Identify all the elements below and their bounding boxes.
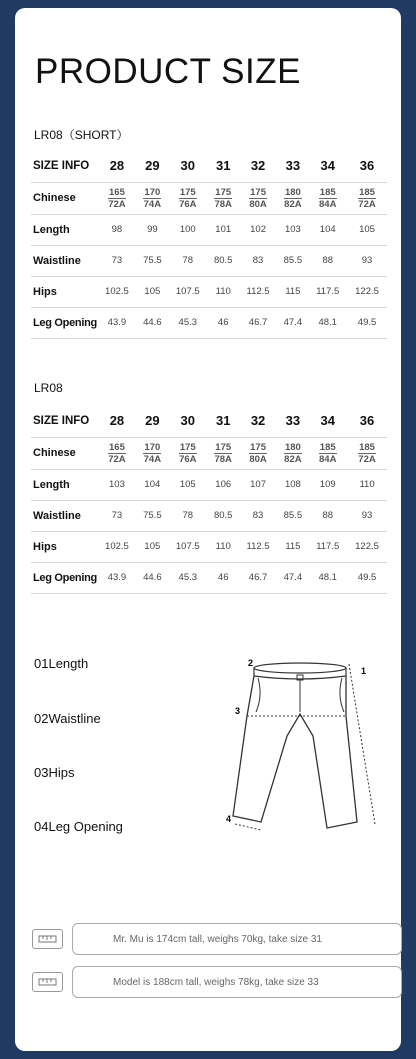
chinese-height: 185 [319, 186, 336, 198]
value-cell: 102 [239, 214, 278, 245]
value-cell: 88 [308, 500, 347, 531]
value-cell: 98 [97, 214, 137, 245]
chinese-waist: 78A [214, 453, 232, 465]
page-title: PRODUCT SIZE [35, 52, 301, 91]
value-cell: 48.1 [308, 307, 347, 338]
chinese-size-cell [308, 182, 347, 214]
value-cell: 110 [208, 276, 239, 307]
chinese-height: 175 [250, 186, 266, 198]
ruler-icon [32, 929, 63, 949]
value-cell: 110 [208, 531, 239, 562]
value-cell: 122.5 [347, 276, 387, 307]
chinese-height: 165 [109, 186, 125, 198]
table-row [31, 245, 387, 276]
value-cell: 105 [347, 214, 387, 245]
chinese-height: 175 [250, 441, 266, 453]
table-title: LR08 [34, 381, 63, 395]
value-cell: 108 [277, 469, 308, 500]
row-label: Length [31, 469, 97, 500]
size-header-cell: 31 [208, 405, 239, 437]
chinese-size-cell [347, 437, 387, 469]
size-card [15, 8, 401, 1051]
value-cell: 103 [97, 469, 137, 500]
size-header-cell: 36 [347, 405, 387, 437]
size-table-short [31, 150, 387, 339]
row-label: Hips [31, 531, 97, 562]
table-row [31, 307, 387, 338]
value-cell: 47.4 [277, 562, 308, 593]
value-cell: 93 [347, 500, 387, 531]
table-title: LR08（SHORT） [34, 128, 129, 142]
row-label: Waistline [31, 245, 97, 276]
size-header-cell: 31 [208, 150, 239, 182]
size-header-cell: 36 [347, 150, 387, 182]
chinese-size-cell [208, 182, 239, 214]
size-info-label: SIZE INFO [31, 405, 97, 437]
chinese-waist: 82A [284, 453, 302, 465]
chinese-height: 170 [144, 441, 161, 453]
value-cell: 101 [208, 214, 239, 245]
chinese-height: 175 [179, 441, 196, 453]
size-table-regular [31, 405, 387, 594]
size-header-cell: 30 [168, 150, 208, 182]
chinese-size-cell [168, 182, 208, 214]
chinese-waist: 76A [179, 453, 197, 465]
size-header-cell: 29 [137, 150, 168, 182]
chinese-size-cell [239, 182, 278, 214]
size-header-cell: 34 [308, 150, 347, 182]
value-cell: 105 [137, 276, 168, 307]
value-cell: 78 [168, 500, 208, 531]
row-label: Chinese [31, 437, 97, 469]
size-header-cell: 29 [137, 405, 168, 437]
value-cell: 106 [208, 469, 239, 500]
chinese-height: 165 [109, 441, 125, 453]
diagram-num-2: 2 [248, 658, 254, 668]
value-cell: 80.5 [208, 500, 239, 531]
value-cell: 45.3 [168, 307, 208, 338]
value-cell: 105 [137, 531, 168, 562]
chinese-waist: 72A [108, 198, 126, 210]
table-row [31, 276, 387, 307]
chinese-size-cell [137, 437, 168, 469]
value-cell: 80.5 [208, 245, 239, 276]
row-label: Leg Opening [31, 562, 97, 593]
table-row [31, 562, 387, 593]
chinese-height: 180 [284, 441, 301, 453]
value-cell: 78 [168, 245, 208, 276]
value-cell: 103 [277, 214, 308, 245]
chinese-size-cell [308, 437, 347, 469]
chinese-height: 185 [319, 441, 336, 453]
chinese-height: 185 [359, 186, 375, 198]
size-header-cell: 28 [97, 405, 137, 437]
chinese-height: 170 [144, 186, 161, 198]
row-label: Length [31, 214, 97, 245]
value-cell: 83 [239, 500, 278, 531]
model-note-text: Mr. Mu is 174cm tall, weighs 70kg, take size 31 [72, 923, 402, 955]
value-cell: 100 [168, 214, 208, 245]
row-label: Waistline [31, 500, 97, 531]
legend-length: 01Length [34, 656, 89, 671]
table-header-row [31, 405, 387, 437]
ruler-icon [32, 972, 63, 992]
chinese-size-cell [97, 437, 137, 469]
value-cell: 107.5 [168, 531, 208, 562]
chinese-height: 175 [215, 441, 232, 453]
chinese-size-cell [277, 437, 308, 469]
value-cell: 85.5 [277, 245, 308, 276]
row-label: Hips [31, 276, 97, 307]
size-header-cell: 33 [277, 405, 308, 437]
value-cell: 43.9 [97, 307, 137, 338]
value-cell: 88 [308, 245, 347, 276]
legend-waistline: 02Waistline [34, 711, 101, 726]
chinese-waist: 84A [319, 453, 337, 465]
legend-leg-opening: 04Leg Opening [34, 819, 123, 834]
chinese-height: 185 [359, 441, 375, 453]
chinese-size-cell [208, 437, 239, 469]
chinese-waist: 84A [319, 198, 337, 210]
chinese-waist: 74A [143, 198, 162, 210]
table-header-row [31, 150, 387, 182]
value-cell: 107.5 [168, 276, 208, 307]
value-cell: 110 [347, 469, 387, 500]
value-cell: 46 [208, 307, 239, 338]
value-cell: 75.5 [137, 245, 168, 276]
value-cell: 102.5 [97, 276, 137, 307]
value-cell: 47.4 [277, 307, 308, 338]
value-cell: 102.5 [97, 531, 137, 562]
value-cell: 43.9 [97, 562, 137, 593]
value-cell: 75.5 [137, 500, 168, 531]
chinese-size-cell [347, 182, 387, 214]
value-cell: 46.7 [239, 562, 278, 593]
size-header-cell: 34 [308, 405, 347, 437]
value-cell: 117.5 [308, 531, 347, 562]
chinese-size-cell [137, 182, 168, 214]
chinese-waist: 72A [358, 198, 376, 210]
chinese-waist: 80A [249, 453, 267, 465]
table-row [31, 531, 387, 562]
value-cell: 85.5 [277, 500, 308, 531]
value-cell: 44.6 [137, 307, 168, 338]
legend-hips: 03Hips [34, 765, 75, 780]
value-cell: 49.5 [347, 562, 387, 593]
row-label: Chinese [31, 182, 97, 214]
value-cell: 45.3 [168, 562, 208, 593]
chinese-waist: 76A [179, 198, 197, 210]
value-cell: 105 [168, 469, 208, 500]
chinese-height: 175 [179, 186, 196, 198]
value-cell: 46 [208, 562, 239, 593]
value-cell: 99 [137, 214, 168, 245]
value-cell: 48.1 [308, 562, 347, 593]
size-header-cell: 30 [168, 405, 208, 437]
value-cell: 73 [97, 245, 137, 276]
value-cell: 104 [137, 469, 168, 500]
chinese-waist: 72A [358, 453, 376, 465]
chinese-size-cell [277, 182, 308, 214]
value-cell: 73 [97, 500, 137, 531]
value-cell: 44.6 [137, 562, 168, 593]
table-row [31, 437, 387, 469]
chinese-waist: 80A [249, 198, 267, 210]
model-note-text: Model is 188cm tall, weighs 78kg, take size 33 [72, 966, 402, 998]
value-cell: 115 [277, 531, 308, 562]
size-info-label: SIZE INFO [31, 150, 97, 182]
value-cell: 112.5 [239, 531, 278, 562]
row-label: Leg Opening [31, 307, 97, 338]
chinese-height: 175 [215, 186, 232, 198]
size-header-cell: 32 [239, 150, 278, 182]
table-row [31, 182, 387, 214]
table-row [31, 500, 387, 531]
value-cell: 109 [308, 469, 347, 500]
diagram-num-1: 1 [361, 666, 367, 676]
chinese-height: 180 [284, 186, 301, 198]
value-cell: 107 [239, 469, 278, 500]
chinese-waist: 74A [143, 453, 162, 465]
table-row [31, 214, 387, 245]
chinese-size-cell [168, 437, 208, 469]
value-cell: 104 [308, 214, 347, 245]
diagram-num-4: 4 [226, 814, 232, 824]
size-header-cell: 28 [97, 150, 137, 182]
value-cell: 93 [347, 245, 387, 276]
value-cell: 49.5 [347, 307, 387, 338]
value-cell: 112.5 [239, 276, 278, 307]
value-cell: 46.7 [239, 307, 278, 338]
value-cell: 122.5 [347, 531, 387, 562]
chinese-waist: 72A [108, 453, 126, 465]
chinese-waist: 78A [214, 198, 232, 210]
value-cell: 115 [277, 276, 308, 307]
pants-diagram [225, 656, 385, 846]
diagram-num-3: 3 [235, 706, 241, 716]
value-cell: 83 [239, 245, 278, 276]
value-cell: 117.5 [308, 276, 347, 307]
chinese-waist: 82A [284, 198, 302, 210]
size-header-cell: 32 [239, 405, 278, 437]
table-row [31, 469, 387, 500]
size-header-cell: 33 [277, 150, 308, 182]
chinese-size-cell [97, 182, 137, 214]
chinese-size-cell [239, 437, 278, 469]
